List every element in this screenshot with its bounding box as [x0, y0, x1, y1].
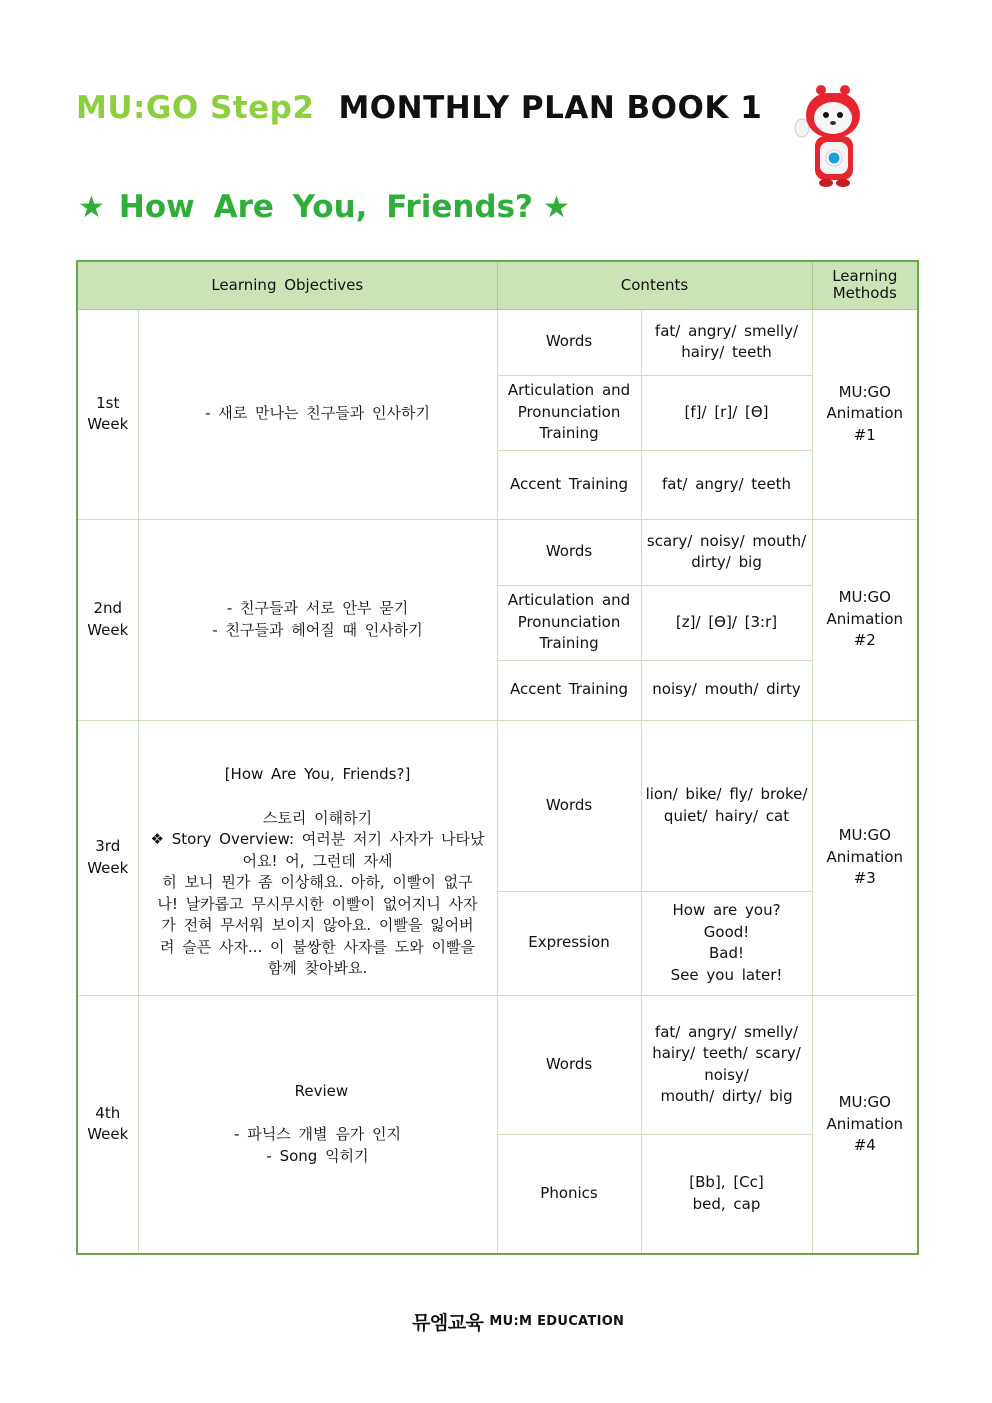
- content-cell: [641, 995, 812, 1134]
- content-line: fat/ angry/ smelly/: [654, 321, 799, 340]
- section-cell: [497, 1134, 641, 1254]
- section-cell: [497, 585, 641, 660]
- lesson-title: [78, 184, 570, 230]
- table-header-row: [77, 261, 918, 309]
- section-label: Phonics: [540, 1184, 598, 1202]
- section-label: Training: [539, 424, 599, 443]
- content-line: noisy/: [704, 1065, 749, 1084]
- monthly-plan-table: [76, 260, 919, 1255]
- content-line: Bad!: [709, 944, 745, 962]
- section-label: Accent Training: [509, 680, 629, 699]
- section-cell: [497, 519, 641, 585]
- week-number: 4th: [95, 1103, 121, 1122]
- table-row: [77, 995, 918, 1134]
- section-cell: [497, 891, 641, 995]
- content-line: Good!: [703, 922, 750, 941]
- section-label: Training: [539, 634, 599, 653]
- section-cell: [497, 720, 641, 891]
- content-cell: [641, 1134, 812, 1254]
- method-line: #3: [853, 869, 876, 888]
- section-label: Pronunciation: [517, 612, 621, 631]
- content-cell: [641, 891, 812, 995]
- story-line: 가 전혀 무서워 보이지 않아요. 이빨을 잃어버: [161, 916, 474, 935]
- mugo-robot-mascot-icon: [793, 84, 871, 190]
- week-label: Week: [87, 1125, 129, 1144]
- logo-english: MU:M EDUCATION: [489, 1313, 625, 1329]
- method-cell: [812, 519, 918, 720]
- content-cell: [641, 519, 812, 585]
- content-line: dirty/ big: [691, 553, 762, 571]
- week-cell: [77, 720, 138, 995]
- method-line: Animation: [826, 1114, 904, 1133]
- section-cell: [497, 995, 641, 1134]
- footer-logo: [412, 1306, 624, 1336]
- method-line: #2: [853, 631, 876, 650]
- spacer: [145, 786, 491, 808]
- method-line: MU:GO: [838, 588, 891, 607]
- content-line: hairy/ teeth/ scary/: [652, 1044, 801, 1062]
- method-line: #1: [853, 425, 876, 444]
- story-line: 어요! 어, 그런데 자세: [242, 851, 393, 870]
- table-row: [77, 519, 918, 585]
- method-line: Animation: [826, 609, 904, 628]
- section-label: Accent Training: [509, 474, 629, 493]
- content-line: fat/ angry/ teeth: [662, 474, 792, 493]
- table-row: [77, 720, 918, 891]
- header-methods-line2: Methods: [832, 284, 897, 303]
- story-line: 스토리 이해하기: [262, 808, 373, 827]
- week-label: Week: [87, 620, 129, 639]
- page-title: [76, 86, 762, 130]
- week-label: Week: [87, 858, 129, 877]
- method-line: Animation: [826, 847, 904, 866]
- objective-title: Review: [286, 1082, 349, 1101]
- objective-cell: [138, 995, 497, 1254]
- spacer: [145, 1103, 491, 1125]
- section-label: Words: [545, 1054, 593, 1073]
- week-number: 3rd: [95, 837, 121, 855]
- content-line: fat/ angry/ smelly/: [654, 1022, 799, 1041]
- method-line: Animation: [826, 404, 904, 423]
- objective-title: [How Are You, Friends?]: [224, 765, 411, 784]
- header-objectives: Learning Objectives: [77, 261, 497, 309]
- objective-line: - Song 익히기: [266, 1146, 369, 1165]
- content-line: [z]/ [Ɵ]/ [3:r]: [675, 612, 778, 631]
- book-title: MONTHLY PLAN BOOK 1: [338, 90, 763, 126]
- content-cell: [641, 450, 812, 519]
- section-label: Words: [545, 795, 593, 814]
- section-label: Words: [545, 542, 593, 561]
- method-line: MU:GO: [838, 382, 891, 401]
- content-line: scary/ noisy/ mouth/: [646, 531, 807, 550]
- header-methods: [812, 261, 918, 309]
- content-cell: [641, 375, 812, 450]
- objective-line: - 파닉스 개별 음가 인지: [234, 1125, 401, 1144]
- week-number: 2nd: [93, 599, 123, 617]
- objective-line: - 친구들과 헤어질 때 인사하기: [212, 620, 423, 639]
- method-line: MU:GO: [838, 1093, 891, 1111]
- section-label: Articulation and: [507, 381, 631, 400]
- story-line: 려 슬픈 사자... 이 불쌍한 사자를 도와 이빨을: [160, 937, 476, 956]
- section-cell: [497, 660, 641, 720]
- week-cell: [77, 309, 138, 519]
- content-line: bed, cap: [692, 1194, 761, 1213]
- section-label: Articulation and: [507, 591, 631, 610]
- content-cell: [641, 585, 812, 660]
- story-line: ❖ Story Overview: 여러분 저기 사자가 나타났: [150, 830, 485, 849]
- content-line: noisy/ mouth/ dirty: [652, 680, 801, 699]
- section-cell: [497, 309, 641, 375]
- header-methods-line1: Learning: [832, 267, 898, 286]
- objective-line: - 새로 만나는 친구들과 인사하기: [205, 404, 430, 423]
- content-line: lion/ bike/ fly/ broke/: [645, 785, 808, 803]
- method-line: MU:GO: [838, 826, 891, 845]
- content-cell: [641, 660, 812, 720]
- story-line: 나! 날카롭고 무시무시한 이빨이 없어지니 사자: [157, 894, 478, 913]
- logo-korean: 뮤엠교육: [412, 1311, 484, 1334]
- week-label: Week: [87, 415, 129, 433]
- content-cell: [641, 309, 812, 375]
- table-row: [77, 309, 918, 375]
- week-number: 1st: [96, 393, 120, 412]
- content-line: [Bb], [Cc]: [689, 1173, 764, 1192]
- objective-cell: [138, 519, 497, 720]
- story-line: 히 보니 뭔가 좀 이상해요. 아하, 이빨이 없구: [162, 873, 473, 892]
- content-line: hairy/ teeth: [681, 343, 772, 361]
- objective-line: - 친구들과 서로 안부 묻기: [226, 599, 409, 617]
- method-cell: [812, 309, 918, 519]
- method-line: #4: [853, 1136, 876, 1154]
- content-line: See you later!: [670, 965, 783, 984]
- content-line: mouth/ dirty/ big: [660, 1087, 793, 1105]
- section-label: Pronunciation: [517, 402, 621, 421]
- star-right-icon: ★: [543, 189, 570, 225]
- content-line: How are you?: [672, 901, 781, 919]
- content-line: [f]/ [r]/ [Ɵ]: [684, 402, 769, 421]
- method-cell: [812, 995, 918, 1254]
- brand-name: MU:GO Step2: [76, 90, 315, 126]
- section-label: Words: [545, 332, 593, 351]
- section-cell: [497, 375, 641, 450]
- week-cell: [77, 519, 138, 720]
- content-cell: [641, 720, 812, 891]
- objective-cell: [138, 720, 497, 995]
- story-line: 함께 찾아봐요.: [267, 959, 368, 978]
- content-line: quiet/ hairy/ cat: [663, 806, 790, 825]
- section-cell: [497, 450, 641, 519]
- week-cell: [77, 995, 138, 1254]
- method-cell: [812, 720, 918, 995]
- objective-cell: [138, 309, 497, 519]
- lesson-title-text: How Are You, Friends?: [118, 189, 534, 225]
- header-contents: Contents: [497, 261, 812, 309]
- section-label: Expression: [528, 933, 610, 952]
- star-left-icon: ★: [78, 189, 105, 225]
